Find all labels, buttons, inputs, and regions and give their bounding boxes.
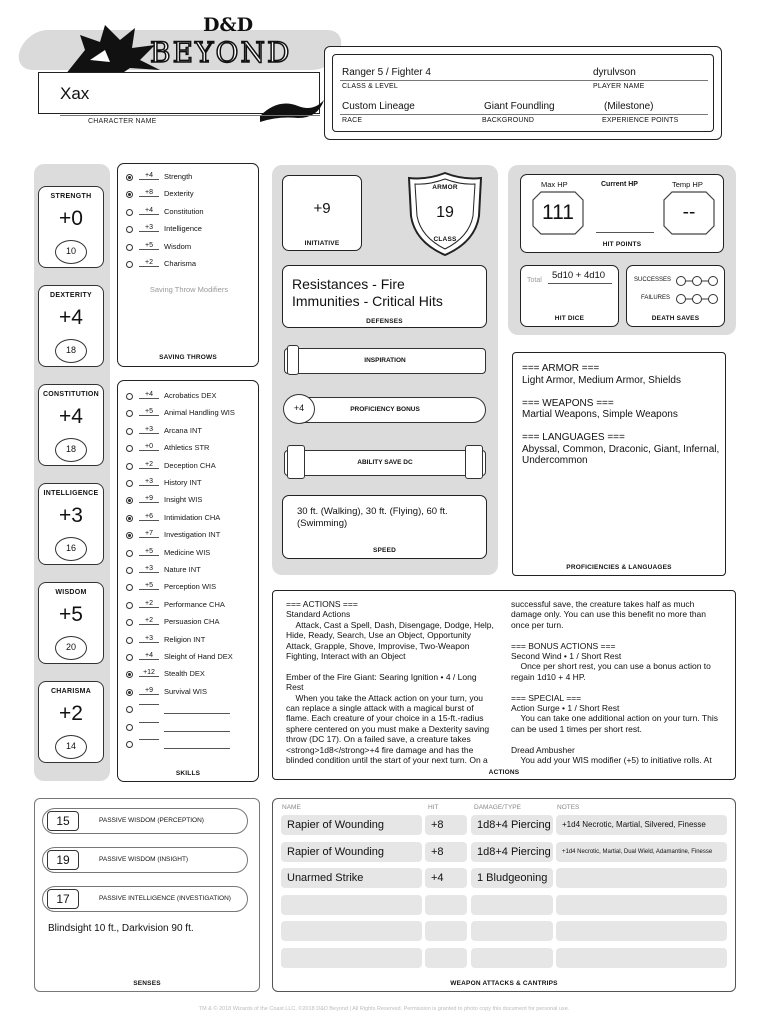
experience[interactable]: (Milestone) xyxy=(604,101,654,112)
skill-label: Intimidation xyxy=(164,512,203,522)
skill-value: +7 xyxy=(139,530,159,538)
skill-value: +5 xyxy=(139,582,159,590)
defenses-line-2: Immunities - Critical Hits xyxy=(292,293,443,309)
weapons-label: WEAPON ATTACKS & CANTRIPS xyxy=(450,980,558,987)
skill-name xyxy=(164,530,220,539)
hit-dice-total-label: Total xyxy=(527,277,542,284)
skill-name xyxy=(164,722,230,732)
weapon-name-cell xyxy=(281,921,422,941)
proficiency-bonus-circle: +4 xyxy=(283,394,315,424)
proficiency-dot-icon[interactable] xyxy=(126,724,133,731)
skill-ability: CHA xyxy=(209,599,225,609)
skill-label: Insight xyxy=(164,495,187,505)
skill-ability: INT xyxy=(188,565,201,574)
ability-score: 14 xyxy=(55,735,87,759)
passive-sense-value: 15 xyxy=(47,811,79,831)
senses-text: Blindsight 10 ft., Darkvision 90 ft. xyxy=(48,923,194,934)
proficiency-dot-icon[interactable] xyxy=(126,689,133,696)
weapon-hit-cell xyxy=(425,921,467,941)
weapon-damage-cell[interactable]: 1d8+4 Piercing xyxy=(471,815,553,835)
skill-label: Survival xyxy=(164,686,191,696)
hit-dice-value: 5d10 + 4d10 xyxy=(552,270,606,281)
weapon-damage-cell xyxy=(471,948,553,968)
current-hp-input[interactable] xyxy=(596,196,654,230)
actions-column-2: successful save, the creature takes half as much damage only. You can use this benefit no more than once per turn. === BONUS ACTIONS === Second Wind • 1 / Short Rest Once per short rest, you can use a bonus action to regain 1d10 + 4 HP. === SPECIAL === Action Surge • 1 / Short Rest You can take one additional action on your turn. This can be used 1 times per short rest. Dread Ambusher You add your WIS modifier (+5) to initiative rolls. At xyxy=(511,599,718,766)
ability-name: STRENGTH xyxy=(50,193,92,200)
background[interactable]: Giant Foundling xyxy=(484,101,555,112)
ability-modifier: +2 xyxy=(59,702,83,725)
skill-value: +5 xyxy=(139,408,159,416)
skill-ability: WIS xyxy=(196,547,211,557)
proficiency-dot-icon[interactable] xyxy=(126,637,133,644)
saving-throw-name: Constitution xyxy=(164,206,204,216)
current-hp-label: Current HP xyxy=(601,181,638,188)
skill-label: Investigation xyxy=(164,530,207,540)
skill-label: History xyxy=(164,478,188,487)
proficiency-dot-icon[interactable] xyxy=(126,244,133,251)
brand-small: D&D xyxy=(203,14,254,36)
proficiency-dot-icon[interactable] xyxy=(126,209,133,216)
proficiency-dot-icon[interactable] xyxy=(126,393,133,400)
experience-label: EXPERIENCE POINTS xyxy=(602,117,679,124)
skill-ability: WIS xyxy=(188,495,203,505)
ability-name: INTELLIGENCE xyxy=(43,490,99,497)
saving-throw-value: +2 xyxy=(139,259,159,267)
skill-value: +2 xyxy=(139,600,159,608)
weapon-notes-cell xyxy=(556,921,727,941)
proficiency-bonus-label: PROFICIENCY BONUS xyxy=(350,406,420,413)
skill-value: +12 xyxy=(139,669,159,677)
ability-name: WISDOM xyxy=(55,589,87,596)
banner-scroll-icon xyxy=(258,96,326,124)
ability-name: CHARISMA xyxy=(50,688,92,695)
skill-ability: INT xyxy=(189,425,202,435)
proficiency-dot-icon[interactable] xyxy=(126,463,133,470)
skill-label: Religion xyxy=(164,634,192,644)
skill-ability: WIS xyxy=(192,686,207,696)
armor-bottom-label: CLASS xyxy=(433,236,457,243)
ability-strength[interactable] xyxy=(38,186,104,268)
skill-name xyxy=(164,513,220,522)
inspiration-box[interactable] xyxy=(284,348,486,374)
skill-name xyxy=(164,582,216,591)
proficiency-dot-icon[interactable] xyxy=(126,174,133,181)
success-checkboxes[interactable] xyxy=(675,274,719,286)
skill-label: Animal Handling xyxy=(164,408,219,418)
proficiency-bonus-box xyxy=(284,397,486,423)
weapon-hit-cell[interactable]: +8 xyxy=(425,842,467,862)
hit-points-label: HIT POINTS xyxy=(602,241,642,248)
skill-label: Acrobatics xyxy=(164,391,200,400)
skill-name xyxy=(164,739,230,749)
skill-value xyxy=(139,704,159,705)
skill-name xyxy=(164,391,217,400)
skill-value: +3 xyxy=(139,635,159,643)
weapon-hit-cell[interactable]: +8 xyxy=(425,815,467,835)
skill-label: Performance xyxy=(164,599,207,609)
footer-legal: TM & © 2018 Wizards of the Coast LLC. ©2018 D&D Beyond | All Rights Reserved. Permission is granted to photo copy this document for personal use. xyxy=(198,1006,570,1012)
skill-label: Sleight of Hand xyxy=(164,652,216,661)
saving-throw-value: +4 xyxy=(139,172,159,180)
passive-sense-value: 19 xyxy=(47,850,79,870)
weapon-name-cell xyxy=(281,948,422,968)
skill-label: Persuasion xyxy=(164,617,202,627)
character-name[interactable]: Xax xyxy=(60,84,90,103)
ability-charisma[interactable] xyxy=(38,681,104,763)
proficiency-dot-icon[interactable] xyxy=(126,480,133,487)
proficiencies-label: PROFICIENCIES & LANGUAGES xyxy=(566,564,672,571)
saving-throw-value: +5 xyxy=(139,242,159,250)
actions-column-1: === ACTIONS === Standard Actions Attack, Cast a Spell, Dash, Disengage, Dodge, Help, Hide, Ready, Search, Use an Object, Opportunity Attack, Grapple, Shove, Improvise, Two-Weapon Fighting, Interact with an Object Ember of the Fire Giant: Searing Ignition • 4 / Long Rest When you take the Attack action on your turn, you can replace a single attack with a magical burst of flame. Each creature of your choice in a 15-ft.-radius sphere centered on you must make a Dexterity saving throw (DC 17). On a failed save, a creature takes <strong>1d8</strong>+4 fire damage and has the blinded condition until the start of your next turn. On a xyxy=(286,599,494,766)
ability-modifier: +4 xyxy=(59,306,83,329)
ability-save-dc-label: ABILITY SAVE DC xyxy=(357,459,413,466)
proficiency-dot-icon[interactable] xyxy=(126,428,133,435)
class-level-label: CLASS & LEVEL xyxy=(342,83,398,90)
passive-sense-label: PASSIVE WISDOM (PERCEPTION) xyxy=(99,817,204,824)
skill-value: +9 xyxy=(139,495,159,503)
skill-ability: CHA xyxy=(204,512,221,522)
passive-sense-value: 17 xyxy=(47,889,79,909)
passive-sense xyxy=(42,886,248,912)
skill-name xyxy=(164,426,202,435)
ability-name: CONSTITUTION xyxy=(42,391,100,398)
proficiency-dot-icon[interactable] xyxy=(126,261,133,268)
skill-name xyxy=(164,461,216,470)
skill-ability: INT xyxy=(208,530,221,540)
skill-value: +4 xyxy=(139,652,159,660)
saving-throw-name: Strength xyxy=(164,172,193,181)
actions-label: ACTIONS xyxy=(488,769,520,776)
weapon-name-cell[interactable]: Rapier of Wounding xyxy=(281,842,422,862)
skill-name xyxy=(164,443,209,452)
ability-score: 20 xyxy=(55,636,87,660)
skill-value: +4 xyxy=(139,391,159,399)
class-level[interactable]: Ranger 5 / Fighter 4 xyxy=(342,67,431,78)
proficiency-dot-icon[interactable] xyxy=(126,515,133,522)
skill-value: +5 xyxy=(139,548,159,556)
skill-label: Medicine xyxy=(164,547,195,557)
temp-hp-value[interactable]: -- xyxy=(682,202,696,223)
skill-ability: WIS xyxy=(201,582,217,592)
saving-throw-name: Dexterity xyxy=(164,189,194,199)
weapon-damage-cell xyxy=(471,895,553,915)
weapon-hit-cell[interactable]: +4 xyxy=(425,868,467,888)
passive-sense-label: PASSIVE WISDOM (INSIGHT) xyxy=(99,856,189,863)
skill-label: Stealth xyxy=(164,669,188,679)
weapon-notes-cell xyxy=(556,868,727,888)
weapon-header-name: NAME xyxy=(282,804,301,811)
skill-value xyxy=(139,739,159,740)
skill-label: Athletics xyxy=(164,443,193,453)
failure-circles-icon xyxy=(675,293,719,305)
max-hp-label: Max HP xyxy=(541,180,568,189)
weapon-header-notes: NOTES xyxy=(557,804,580,811)
armor-class-value: 19 xyxy=(436,204,454,221)
saving-throw-name: Intelligence xyxy=(164,224,202,234)
skill-ability: CHA xyxy=(199,460,216,470)
proficiency-dot-icon[interactable] xyxy=(126,741,133,748)
skill-name xyxy=(164,600,225,609)
ability-wisdom[interactable] xyxy=(38,582,104,664)
ability-score: 16 xyxy=(55,537,87,561)
passive-sense xyxy=(42,808,248,834)
ability-dexterity[interactable] xyxy=(38,285,104,367)
saving-throws-title: SAVING THROWS xyxy=(159,354,217,361)
skill-name xyxy=(164,704,230,714)
skill-name xyxy=(164,652,233,661)
skill-value: +6 xyxy=(139,513,159,521)
successes-label: SUCCESSES xyxy=(634,277,672,283)
saving-throw-modifiers-label: Saving Throw Modifiers xyxy=(149,285,229,294)
skill-ability: CHA xyxy=(203,617,220,627)
defenses-line-1: Resistances - Fire xyxy=(292,276,405,292)
player-name-label: PLAYER NAME xyxy=(593,83,645,90)
skill-ability: DEX xyxy=(201,391,217,400)
defenses-label: DEFENSES xyxy=(366,318,403,325)
weapon-header-hit: HIT xyxy=(428,804,439,811)
skill-ability: INT xyxy=(189,478,202,487)
ability-intelligence[interactable] xyxy=(38,483,104,565)
hit-dice-label: HIT DICE xyxy=(554,315,585,322)
skill-value: +0 xyxy=(139,443,159,451)
weapon-notes-cell xyxy=(556,895,727,915)
skill-ability: DEX xyxy=(189,669,205,679)
saving-throw-value: +8 xyxy=(139,189,159,197)
skill-name xyxy=(164,408,235,417)
proficiency-dot-icon[interactable] xyxy=(126,602,133,609)
ability-modifier: +0 xyxy=(59,207,83,230)
weapon-name-cell[interactable]: Rapier of Wounding xyxy=(281,815,422,835)
max-hp-value: 111 xyxy=(542,201,574,224)
temp-hp-label: Temp HP xyxy=(672,180,703,189)
proficiency-dot-icon[interactable] xyxy=(126,654,133,661)
saving-throw-name: Wisdom xyxy=(164,241,192,251)
weapon-notes-cell[interactable]: +1d4 Necrotic, Martial, Silvered, Finesse xyxy=(556,815,727,835)
skill-ability: WIS xyxy=(220,408,235,418)
player-name[interactable]: dyrulvson xyxy=(593,67,636,78)
weapon-name-cell xyxy=(281,895,422,915)
initiative-label: INITIATIVE xyxy=(304,240,340,247)
skill-label: Perception xyxy=(164,582,200,592)
weapon-hit-cell xyxy=(425,948,467,968)
skills-title: SKILLS xyxy=(175,770,201,777)
failure-checkboxes[interactable] xyxy=(675,292,719,304)
skill-ability: STR xyxy=(194,443,210,453)
weapon-hit-cell xyxy=(425,895,467,915)
ability-score: 18 xyxy=(55,339,87,363)
brand-big: BEYOND xyxy=(150,36,292,69)
weapon-damage-cell xyxy=(471,921,553,941)
ability-modifier: +3 xyxy=(59,504,83,527)
ability-modifier: +5 xyxy=(59,603,83,626)
proficiencies-text: === ARMOR === Light Armor, Medium Armor, Shields === WEAPONS === Martial Weapons, Simple Weapons === LANGUAGES === Abyssal, Common, Draconic, Giant, Infernal, Undercommon xyxy=(522,363,720,466)
saving-throw-name: Charisma xyxy=(164,259,197,268)
skill-name xyxy=(164,687,207,696)
saving-throw-value: +3 xyxy=(139,224,159,232)
race-label: RACE xyxy=(342,117,363,124)
skill-name xyxy=(164,565,201,574)
skill-value xyxy=(139,722,159,723)
skill-label: Deception xyxy=(164,460,198,470)
proficiency-dot-icon[interactable] xyxy=(126,567,133,574)
initiative-value: +9 xyxy=(313,200,331,217)
senses-label: SENSES xyxy=(133,980,161,987)
ability-name: DEXTERITY xyxy=(50,292,92,299)
ability-save-dc-box xyxy=(284,450,486,476)
skill-label: Nature xyxy=(164,565,187,574)
skill-name xyxy=(164,478,202,487)
ability-modifier: +4 xyxy=(59,405,83,428)
death-saves-label: DEATH SAVES xyxy=(651,315,700,322)
failures-label: FAILURES xyxy=(641,295,671,301)
armor-top-label: ARMOR xyxy=(432,184,458,191)
skill-value: +9 xyxy=(139,687,159,695)
saving-throw-value: +4 xyxy=(139,207,159,215)
success-circles-icon xyxy=(675,275,719,287)
weapon-notes-cell xyxy=(556,948,727,968)
skill-name xyxy=(164,669,205,678)
skill-value: +2 xyxy=(139,461,159,469)
skill-value: +3 xyxy=(139,478,159,486)
skill-value: +3 xyxy=(139,565,159,573)
skill-name xyxy=(164,635,205,644)
race[interactable]: Custom Lineage xyxy=(342,101,415,112)
character-name-label: CHARACTER NAME xyxy=(88,118,157,125)
passive-sense-label: PASSIVE INTELLIGENCE (INVESTIGATION) xyxy=(99,895,231,902)
skill-label: Arcana xyxy=(164,425,188,435)
skill-ability: INT xyxy=(193,634,206,644)
ability-score: 10 xyxy=(55,240,87,264)
passive-sense xyxy=(42,847,248,873)
weapon-header-damage: DAMAGE/TYPE xyxy=(474,804,521,811)
ability-score: 18 xyxy=(55,438,87,462)
skill-value: +3 xyxy=(139,426,159,434)
skill-name xyxy=(164,617,219,626)
skill-name xyxy=(164,495,202,504)
ability-constitution[interactable] xyxy=(38,384,104,466)
skill-value: +2 xyxy=(139,617,159,625)
weapon-damage-cell[interactable]: 1d8+4 Piercing xyxy=(471,842,553,862)
speed-value: 30 ft. (Walking), 30 ft. (Flying), 60 ft. (Swimming) xyxy=(297,506,448,529)
speed-label: SPEED xyxy=(372,547,397,554)
proficiency-dot-icon[interactable] xyxy=(126,550,133,557)
skill-name xyxy=(164,548,210,557)
skill-ability: DEX xyxy=(217,652,233,661)
weapon-notes-cell[interactable]: +1d4 Necrotic, Martial, Dual Wield, Adamantine, Finesse xyxy=(556,842,727,862)
weapon-damage-cell[interactable]: 1 Bludgeoning xyxy=(471,868,553,888)
weapon-name-cell[interactable]: Unarmed Strike xyxy=(281,868,422,888)
inspiration-label: INSPIRATION xyxy=(364,357,406,364)
background-label: BACKGROUND xyxy=(482,117,535,124)
